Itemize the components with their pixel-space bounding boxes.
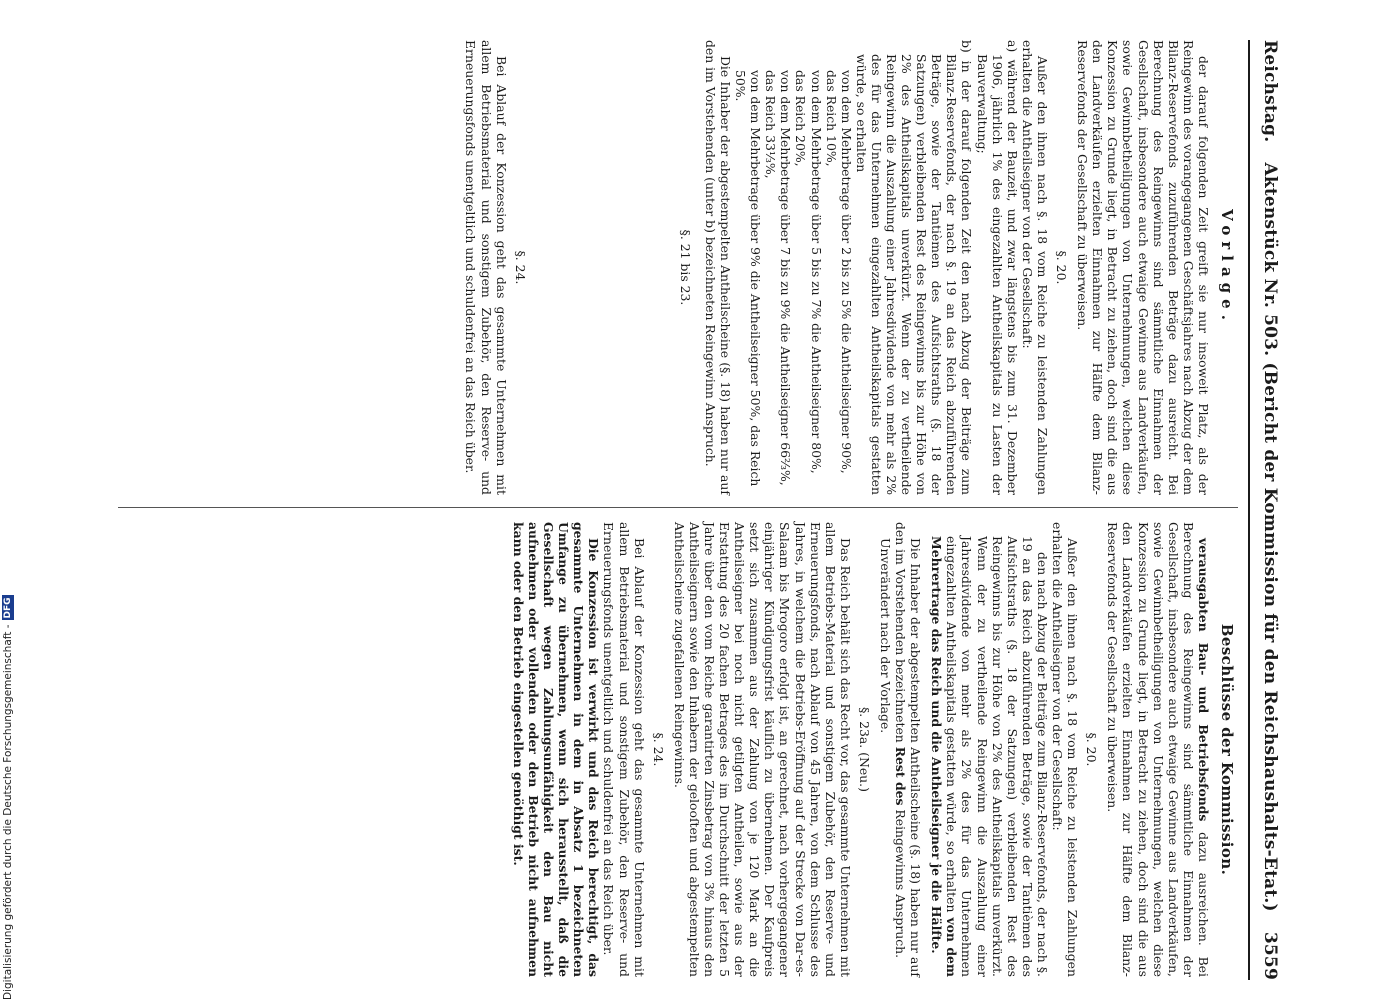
section-heading: §. 21 bis 23.	[677, 229, 693, 306]
paragraph	[893, 522, 923, 977]
list-item: b) in der darauf folgenden Zeit den nach Abzug der Beiträge zum Bilanz-Reservefonds, der nach §. 19 an das Reich abzuführenden Beträge, sowie der Tantièmen des Aufsichtsraths (§. 18 der Satzungen) verbleibenden Rest des Reingewinns bis zur Höhe von 2% des Antheilskapitals unverkürzt. Wenn der zu vertheilende Reingewinn die Auszahlung einer Jahresdividende von mehr als 2% des für das Unternehmen eingezahlten Antheilskapitals gestatten würde, so erhalten	[853, 40, 975, 495]
bold-phrase: Rest des	[893, 746, 909, 806]
paragraph: Bei Ablauf der Konzession geht das gesammte Unternehmen mit allem Betriebsmaterial und sonstigem Zubehör, den Reserve- und Erneuerungsfonds unentgeltlich und schuldenfrei an das Reich über.	[601, 522, 647, 977]
sub-item: von dem Mehrbetrage über 7 bis zu 9% die Antheilseigner 66⅔%, das Reich 33⅓%,	[763, 70, 794, 486]
section-heading: §. 20.	[1054, 250, 1070, 285]
paragraph	[1105, 522, 1211, 977]
section-heading: §. 23a. (Neu.)	[856, 707, 872, 792]
scanned-page	[110, 40, 1290, 980]
digitization-note	[2, 595, 14, 1000]
paragraph: Außer den ihnen nach §. 18 vom Reiche zu leistenden Zahlungen erhalten die Antheilseigner von der Gesellschaft:	[1050, 522, 1081, 977]
paragraph-text: Die Inhaber der abgestempelten Antheilscheine (§. 18) haben nur auf den im Vorstehenden bezeichneten	[893, 522, 924, 977]
dfg-logo: DFG	[3, 597, 13, 619]
paragraph: Unverändert nach der Vorlage.	[878, 538, 894, 734]
paragraph: Die Konzession ist verwirkt und das Reich berechtigt, das gesammte Unternehmen in dem in Absatz 1 bezeichneten Umfange zu übernehmen, wenn sich herausstellt, daß die Gesellschaft wegen Zahlungsunfähigkeit den Bau nicht aufnehmen oder vollenden oder den Betrieb nicht aufnehmen kann oder den Betrieb eingestellen genöthigt ist.	[510, 522, 602, 977]
section-heading: §. 24.	[512, 250, 528, 285]
paragraph-text: Reingewinns Anspruch.	[893, 809, 909, 959]
digitization-text: Digitalisierung gefördert durch die Deutsche Forschungsgemeinschaft -	[2, 624, 14, 1000]
section-heading: §. 20.	[1084, 732, 1100, 767]
header-left: Reichstag.	[1260, 40, 1280, 143]
left-column	[463, 40, 1238, 495]
paragraph: Das Reich behält sich das Recht vor, das gesammte Unternehmen mit allem Betriebs-Material und sonstigem Zubehör, den Reserve- und Erneuerungsfonds, nach Ablauf von 45 Jahren, von dem Schlusse des Jahres, in welchem die Betriebs-Eröffnung auf der Strecke von Dar-es-Salaam bis Mrogoro erfolgt ist, an gerechnet, nach vorhergegangener einjähriger Kündigungsfrist käuflich zu übernehmen. Der Kaufpreis setzt sich zusammen aus der Zahlung von je 120 Mark an die Antheilseigner bei noch nicht getilgten Antheilen, sowie aus der Erstattung des 20 fachen Betrages des im Durchschnitt der letzten 5 Jahre über den vom Reiche garantirten Zinsbetrag von 3% hinaus den Antheilseignern sowie den Inhabern der gelooſten und abgestempelten Antheilscheine zugefallenen Reingewinns.	[671, 522, 853, 977]
header-title: Aktenstück Nr. 503. (Bericht der Kommission für den Reichshaushalts-Etat.)	[1260, 162, 1280, 912]
paragraph: Bei Ablauf der Konzession geht das gesammte Unternehmen mit allem Betriebsmaterial und sonstigem Zubehör, den Reserve- und Erneuerungsfonds unentgeltlich und schuldenfrei an das Reich über.	[463, 40, 509, 495]
sub-item: von dem Mehrbetrage über 5 bis zu 7% die Antheilseigner 80%, das Reich 20%,	[793, 70, 824, 474]
bold-phrase: von dem Mehrertrage das Reich und die Antheilseigner je die Hälfte.	[929, 536, 960, 977]
right-column	[511, 522, 1238, 977]
right-column-title: Beschlüsse der Kommission.	[1218, 623, 1236, 876]
page-number: 3559	[1260, 931, 1280, 980]
bold-phrase: verausgabten Bau- und Betriebsfonds	[1195, 538, 1211, 822]
left-column-title: Vorlage.	[1218, 209, 1236, 326]
sub-item: von dem Mehrbetrage über 9% die Antheilseigner 50%, das Reich 50%.	[733, 70, 764, 487]
list-item: a) während der Bauzeit, und zwar längstens bis zum 31. Dezember 1906, jährlich 1% des eingezahlten Antheilskapitals zu Lasten der Bauverwaltung;	[974, 40, 1020, 495]
paragraph: Außer den ihnen nach §. 18 vom Reiche zu leistenden Zahlungen erhalten die Antheilseigner von der Gesellschaft:	[1019, 40, 1050, 495]
section-heading: §. 24.	[650, 732, 666, 767]
page-header	[1248, 40, 1290, 980]
sub-item: von dem Mehrbetrage über 2 bis zu 5% die Antheilseigner 90%, das Reich 10%,	[823, 70, 854, 474]
paragraph-text: dazu ausreichen. Bei Berechnung des Reingewinns sind sämmtliche Einnahmen der Gesellschaft, insbesondere auch etwaige Gewinne aus Landverkäufen, sowie Gewinnbetheiligungen von Unternehmungen, welchen diese Konzession zu Grunde liegt, in Betracht zu ziehen, doch sind die aus den Landverkäufen erzielten Einnahmen zur Hälfte dem Bilanz-Reservefonds der Gesellschaft zu überweisen.	[1105, 522, 1211, 977]
paragraph: Die Inhaber der abgestempelten Antheilscheine (§. 18) haben nur auf den im Vorstehenden (unter b) bezeichneten Reingewinn Anspruch.	[702, 40, 733, 495]
column-divider	[118, 507, 1238, 508]
paragraph: der darauf folgenden Zeit greift sie nur insoweit Platz, als der Reingewinn des vorangegangenen Geschäftsjahres nach Abzug der dem Bilanz-Reservefonds zuzuführenden Beträge dazu ausreicht. Bei Berechnung des Reingewinns sind sämmtliche Einnahmen der Gesellschaft, insbesondere auch etwaige Gewinne aus Landverkäufen, sowie Gewinnbetheiligungen von Unternehmungen, welchen diese Konzession zu Grunde liegt, in Betracht zu ziehen, doch sind die aus den Landverkäufen erzielten Einnahmen zur Hälfte dem Bilanz-Reservefonds der Gesellschaft zu überweisen.	[1075, 40, 1211, 495]
paragraph-text: den nach Abzug der Beiträge zum Bilanz-Reservefonds, der nach §. 19 an das Reich abzuführenden Beträge, sowie der Tantièmen des Aufsichtsraths (§. 18 der Satzungen) verbleibenden Rest des Reingewinns bis zur Höhe von 2% des Antheilskapitals unverkürzt. Wenn der zu vertheilende Reingewinn die Auszahlung einer Jahresdividende von mehr als 2% des für das Unternehmen eingezahlten Antheilskapitals gestatten würde, so erhalten	[944, 536, 1050, 977]
paragraph	[929, 522, 1050, 977]
